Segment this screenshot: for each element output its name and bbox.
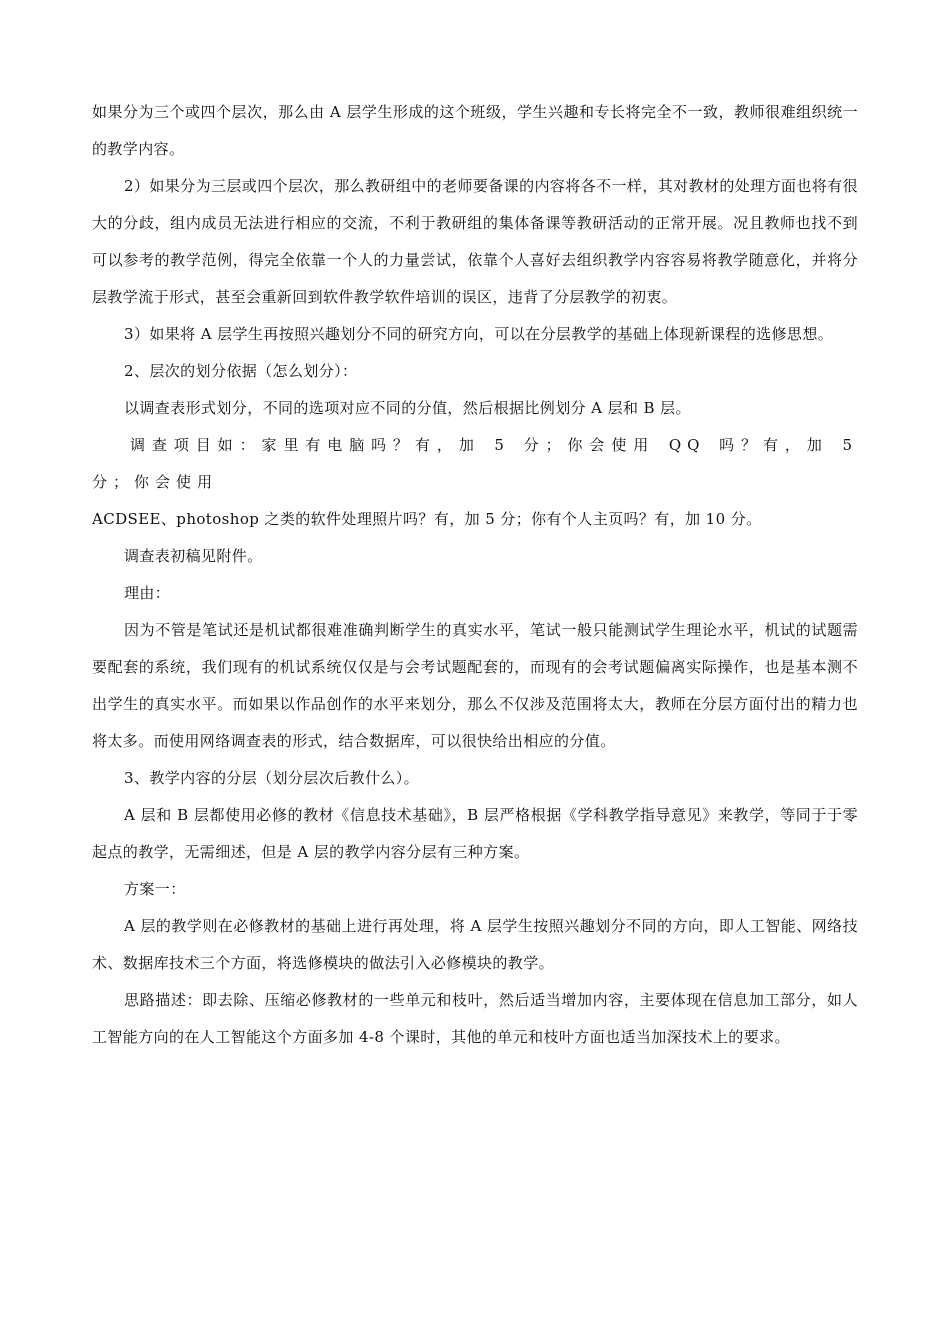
paragraph-continuation: 如果分为三个或四个层次，那么由 A 层学生形成的这个班级，学生兴趣和专长将完全不一致，教师很难组织统一的教学内容。 bbox=[92, 103, 858, 158]
paragraph-survey-attachment: 调查表初稿见附件。 bbox=[124, 547, 263, 565]
paragraph-plan-one: A 层的教学则在必修教材的基础上进行再处理，将 A 层学生按照兴趣划分不同的方向，即人工智能、网络技术、数据库技术三个方面，将选修模块的做法引入必修模块的教学。 bbox=[92, 917, 858, 972]
paragraph-point-3: 3）如果将 A 层学生再按照兴趣划分不同的研究方向，可以在分层教学的基础上体现新课程的选修思想。 bbox=[124, 325, 834, 343]
paragraph-survey-items-cont: ACDSEE、photoshop 之类的软件处理照片吗？有，加 5 分；你有个人主页吗？有，加 10 分。 bbox=[92, 510, 762, 528]
heading-layer-basis: 2、层次的划分依据（怎么划分）： bbox=[124, 362, 358, 380]
heading-plan-one: 方案一： bbox=[124, 880, 186, 898]
paragraph-textbook: A 层和 B 层都使用必修的教材《信息技术基础》，B 层严格根据《学科教学指导意见》来教学，等同于于零起点的教学，无需细述，但是 A 层的教学内容分层有三种方案。 bbox=[92, 806, 858, 861]
paragraph-survey-items: 调查项目如：家里有电脑吗？有，加 5 分；你会使用 QQ 吗？有，加 5 分；你会使用 bbox=[92, 436, 858, 491]
document-body bbox=[92, 94, 858, 1056]
heading-reasons: 理由： bbox=[124, 584, 171, 602]
paragraph-survey-method: 以调查表形式划分，不同的选项对应不同的分值，然后根据比例划分 A 层和 B 层。 bbox=[124, 399, 691, 417]
heading-content-layers: 3、教学内容的分层（划分层次后教什么）。 bbox=[124, 769, 420, 787]
paragraph-approach: 思路描述：即去除、压缩必修教材的一些单元和枝叶，然后适当增加内容，主要体现在信息加工部分，如人工智能方向的在人工智能这个方面多加 4-8 个课时，其他的单元和枝叶方面也适当加深技术上的要求。 bbox=[92, 991, 858, 1046]
paragraph-point-2: 2）如果分为三层或四个层次，那么教研组中的老师要备课的内容将各不一样，其对教材的处理方面也将有很大的分歧，组内成员无法进行相应的交流，不利于教研组的集体备课等教研活动的正常开展。况且教师也找不到可以参考的教学范例，得完全依靠一个人的力量尝试，依靠个人喜好去组织教学内容容易将教学随意化，并将分层教学流于形式，甚至会重新回到软件教学软件培训的误区，违背了分层教学的初衷。 bbox=[92, 177, 858, 306]
paragraph-reasons: 因为不管是笔试还是机试都很难准确判断学生的真实水平，笔试一般只能测试学生理论水平，机试的试题需要配套的系统，我们现有的机试系统仅仅是与会考试题配套的，而现有的会考试题偏离实际操作，也是基本测不出学生的真实水平。而如果以作品创作的水平来划分，那么不仅涉及范围将太大，教师在分层方面付出的精力也将太多。而使用网络调查表的形式，结合数据库，可以很快给出相应的分值。 bbox=[92, 621, 858, 750]
